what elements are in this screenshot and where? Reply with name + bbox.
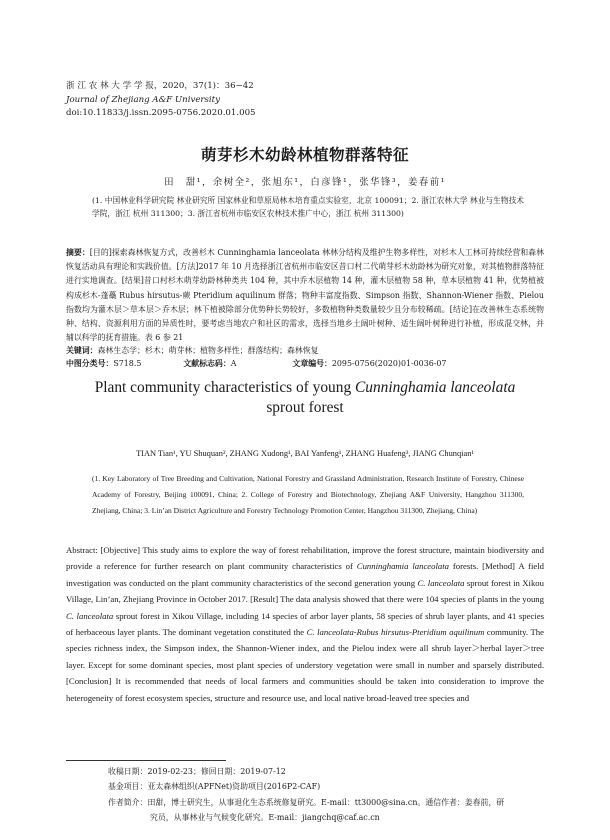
doc-code-label: 文献标志码： [183,359,231,368]
paper-title-cn: 萌芽杉木幼龄林植物群落特征 [200,146,409,164]
affiliations-en: (1. Key Laboratory of Tree Breeding and Cultivation, National Forestry and Grassland Administration, Research Institute of Forestry, Chinese Academy of Forestry, Beijing 100091, China; 2. College of Forestry and Biotechnology, Zhejiang A&F University, Hangzhou 311300, Zhejiang, China; 3. Lin’an District Agriculture and Forestry Technology Promotion Center, Hangzhou 311300, Zhejiang, China) [92,474,524,515]
affiliations-cn: (1. 中国林业科学研究院 林业研究所 国家林业和草原局林木培育重点实验室，北京 100091；2. 浙江农林大学 林业与生物技术学院，浙江 杭州 311300；3. 浙江省杭州市临安区农林技术推广中心，浙江 杭州 311300) [92,196,524,219]
abstract-cn-text: [目的]探索森林恢复方式，改善杉木 Cunninghamia lanceolata 林林分结构及维护生物多样性，对杉木人工林可持续经营和森林恢复活动具有理论和实践价值。[方法]2017 年 10 月选择浙江省杭州市临安区昔口村二代萌芽杉木幼龄林为研究对象，对其植物群落特征进行实地调查。[结果]昔口村杉木萌芽幼龄林种类共 104 种，其中乔木层植物 14 种，灌木层植物 58 种，草本层植物 41 种，优势植被构成杉木-蓬蘽 Rubus hirsutus-蕨 Pteridium aquilinum 群落；物种丰富度指数、Simpson 指数、Shannon-Wiener 指数、Pielou 指数均为灌木层＞草本层＞乔木层；林下植被除部分优势种长势较好，多数植物种类数量较少且分布较稀疏。[结论]在改善林生态系统物种、结构、资源利用方面的异质性时，要考虑当地农户和社区的需求，选择当地乡土阔叶树种、适生阔叶树种进行补植，形成混交林，并辅以科学的抚育措施。表 6 参 21 [66,248,544,343]
classification-row [66,357,446,370]
keywords-cn-text: 森林生态学；杉木；萌芽林；植物多样性；群落结构；森林恢复 [97,346,319,355]
abstract-en-seg4: sprout forest in Xikou Village, including 14 species of arbor layer plants, 58 species of shrub layer plants, and 41 species of herbaceous layer plants. The dominant vegetation constituted the [66,610,544,638]
journal-citation-cn: 浙 江 农 林 大 学 学 报，2020，37(1)：36−42 [66,81,254,91]
fund-info: 基金项目：亚太森林组织(APFNet)资助项目(2016P2-CAF) [108,782,321,792]
doi[interactable]: doi:10.11833/j.issn.2095-0756.2020.01.005 [66,108,256,119]
abstract-cn-label: 摘要： [66,248,90,257]
article-number-value: 2095-0756(2020)01-0036-07 [331,359,447,368]
received-date: 收稿日期：2019-02-23；修回日期：2019-07-12 [108,767,286,776]
footnotes [66,764,544,826]
title-en-part2: sprout forest [266,399,344,416]
title-en-part1: Plant community characteristics of young [94,379,355,396]
abstract-en-seg5: community. The species richness index, the Simpson index, the Shannon-Wiener index, and the Pielou index were all shrub layer＞herbal layer＞tree layer. Except for some dominant species, most plant species of understory vegetation were small in number and sparsely distributed. [Conclusion] It is recommended that needs of local farmers and communities should be taken into consideration to improve the heterogeneity of forest ecosystem species, structure and resource use, and local native broad-leaved tree species and [66,627,544,703]
article-number-label: 文章编号： [292,359,332,368]
journal-header [66,80,256,121]
keywords-cn [66,344,544,357]
abstract-en-label: Abstract: [66,545,98,555]
paper-title-en [0,378,610,418]
author-intro-line2: 究员，从事林业与气候变化研究。E-mail：jiangchq@caf.ac.cn [150,813,380,823]
abstract-en-species-3: C. lanceolata [66,610,114,621]
abstract-en-species-2: C. lanceolata [417,577,465,588]
abstract-en-seg1: [Objective] This study aims to explore the way of forest rehabilitation, improve the forest structure, maintain biodiversity and provide a reference for further research on plant community characteristics of [66,545,544,572]
abstract-cn [66,246,544,345]
abstract-en-seg3: sprout forest in Xikou Village, Lin’an, Zhejiang Province in October 2017. [Result] The data analysis showed that there were 104 species of plants in the young [66,577,544,605]
doc-code-value: A [230,359,237,368]
abstract-en [66,542,544,706]
author-intro-line1: 作者简介：田甜，博士研究生，从事退化生态系统修复研究。E-mail：tt3000@sina.cn。通信作者：姜春前，研 [108,797,505,807]
journal-name-en: Journal of Zhejiang A&F University [66,94,220,105]
title-en-species: Cunninghamia lanceolata [354,379,516,396]
footnote-rule [66,760,226,761]
abstract-en-species-1: Cunninghamia lanceolata [356,561,450,572]
clc-value: S718.5 [113,359,142,368]
keywords-cn-label: 关键词： [66,346,98,355]
clc-label: 中图分类号： [66,359,114,368]
abstract-en-species-4: C. lanceolata-Rubus hirsutus-Pteridium aquilinum [306,627,485,638]
authors-en: TIAN Tian¹, YU Shuquan², ZHANG Xudong¹, BAI Yanfeng¹, ZHANG Huafeng³, JIANG Chunqian¹ [136,449,474,458]
authors-cn: 田 甜¹，余树全²，张旭东¹，白彦锋¹，张华锋³，姜春前¹ [164,177,446,188]
abstract-en-seg2: forests. [Method] A field investigation was conducted on the plant community characteristics of the second generation young [66,561,544,588]
